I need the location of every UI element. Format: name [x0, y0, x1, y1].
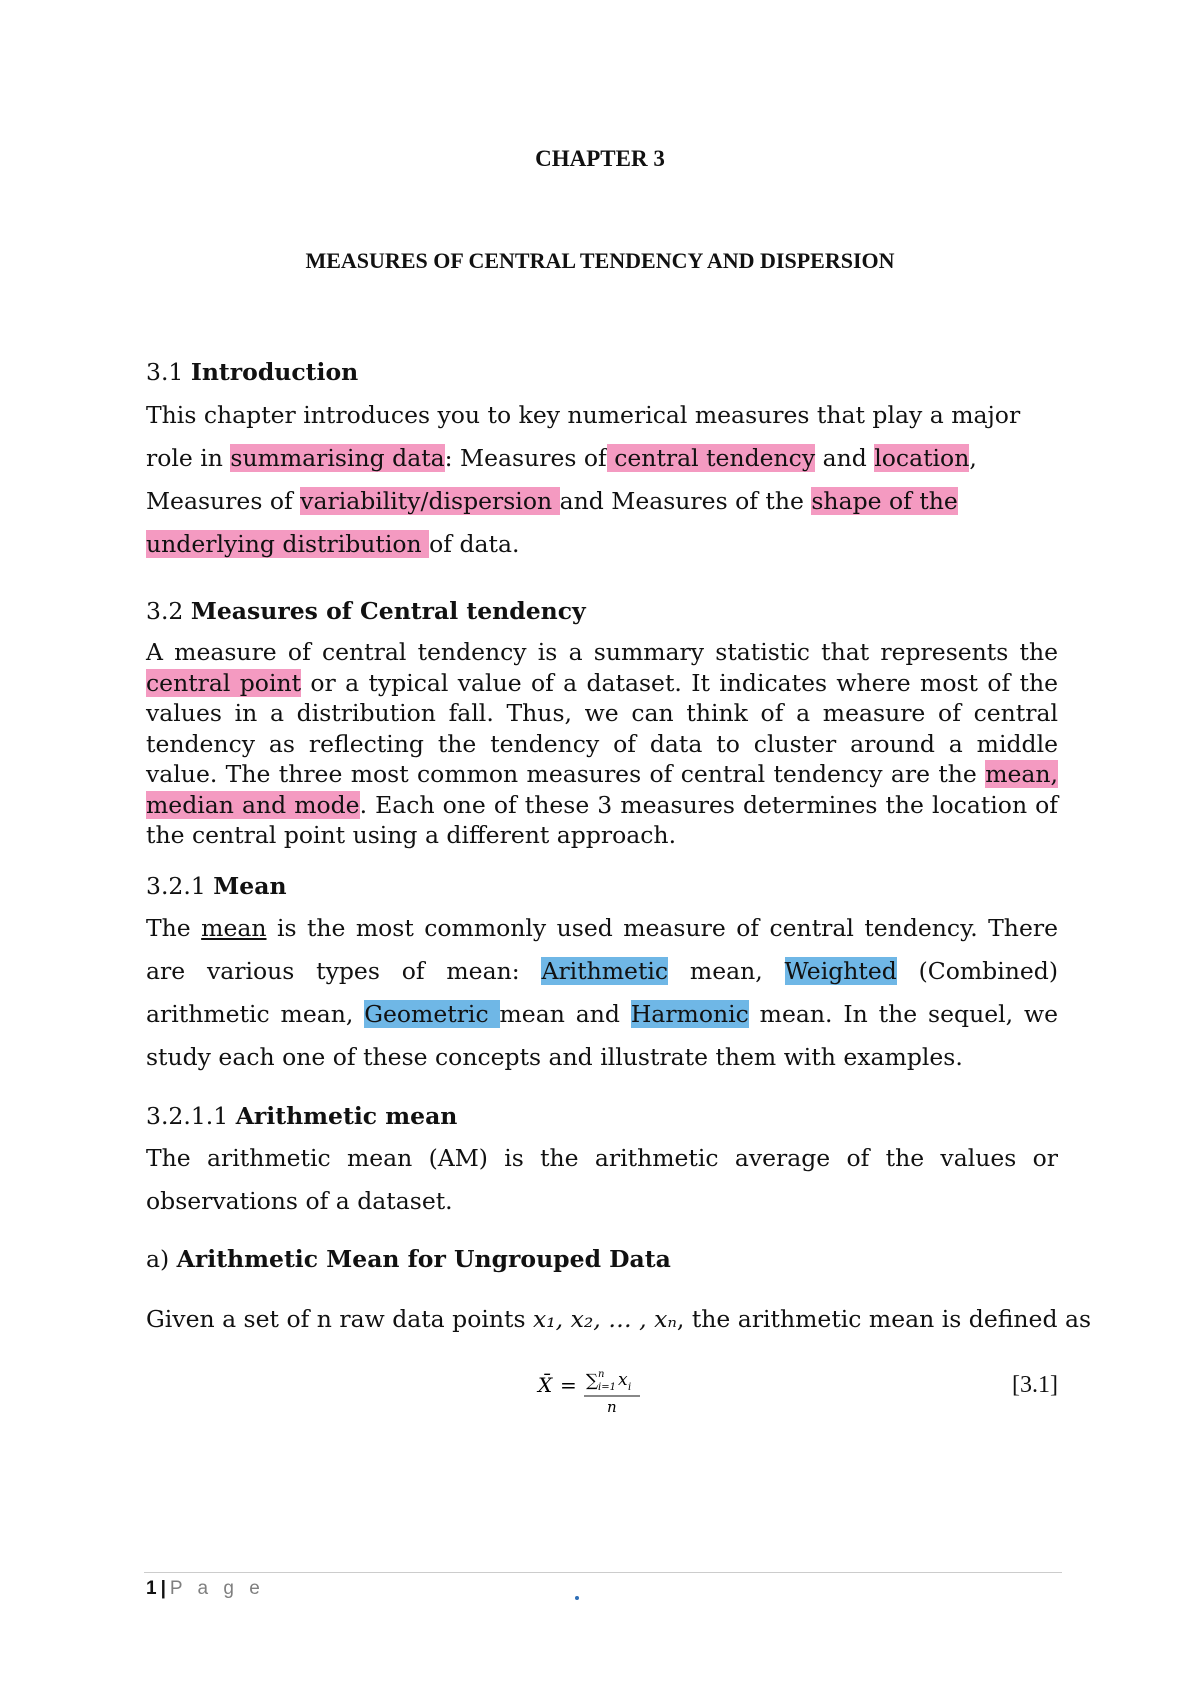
section-heading-3-1 [146, 358, 358, 386]
section-heading-3-2-1 [146, 872, 287, 900]
section-title: Arithmetic mean [235, 1102, 458, 1130]
highlight: shape of the underlying distribution [146, 487, 958, 558]
subsection-heading-a [146, 1245, 671, 1273]
highlight: central tendency [606, 444, 816, 472]
underlined-term: mean [201, 914, 267, 942]
section-title: Introduction [190, 358, 359, 386]
highlight: variability/dispersion [300, 487, 560, 515]
formula-denominator: n [607, 1398, 617, 1416]
footer-separator: | [160, 1578, 166, 1599]
section-number: a) [146, 1245, 177, 1273]
mean-paragraph: The mean is the most commonly used measure of central tendency. There are various types of mean: Arithmetic mean, Weighted (Combined) arithmetic mean, Geometric mean and Harmonic mean. In the sequel, we study each one of these concepts and illustrate them with examples. [146, 914, 1059, 1071]
section-heading-3-2 [146, 597, 586, 625]
highlight: mean, median and mode [146, 760, 1058, 819]
intro-paragraph: This chapter introduces you to key numerical measures that play a major role in summarising data: Measures of central tendency and location, Measures of variability/dispersion and Measures of the shape of the underlying distribution of data. [146, 401, 1021, 558]
page-number: 1 [146, 1578, 157, 1599]
formula-equals: = [560, 1373, 577, 1397]
highlight: Arithmetic [541, 957, 669, 985]
ungrouped-definition: Given a set of n raw data points x₁, x₂, … , xₙ, the arithmetic mean is defined as [146, 1305, 1092, 1333]
data-points-math: x₁, x₂, … , xₙ [532, 1305, 677, 1333]
section-number: 3.1 [146, 358, 191, 386]
formula-lhs: X̄ [538, 1373, 553, 1397]
formula-sup: n [598, 1369, 605, 1380]
arithmetic-mean-formula [536, 1366, 666, 1426]
highlight: summarising data [230, 444, 445, 472]
section-heading-3-2-1-1 [146, 1102, 457, 1130]
formula-sum: ∑ [586, 1371, 599, 1391]
chapter-label: CHAPTER 3 [535, 146, 665, 171]
section-number: 3.2 [146, 597, 191, 625]
section-number: 3.2.1.1 [146, 1102, 236, 1130]
formula-term-sub: i [628, 1382, 632, 1393]
highlight: central point [146, 668, 302, 697]
page-footer [146, 1578, 265, 1600]
formula-term: x [618, 1370, 628, 1390]
section-title: Measures of Central tendency [190, 597, 586, 625]
highlight: location [874, 444, 970, 472]
formula-sub: i=1 [598, 1382, 616, 1393]
section-title: Mean [213, 872, 287, 900]
page-label: P a g e [169, 1578, 265, 1599]
arithmetic-mean-paragraph: The arithmetic mean (AM) is the arithmetic average of the values or observations of a dataset. [146, 1144, 1058, 1215]
footer-divider [144, 1572, 1062, 1573]
section-title: Arithmetic Mean for Ungrouped Data [176, 1245, 671, 1273]
highlight: Weighted [784, 957, 897, 985]
equation-number: [3.1] [1012, 1372, 1058, 1398]
section-number: 3.2.1 [146, 872, 214, 900]
chapter-title: MEASURES OF CENTRAL TENDENCY AND DISPERSION [305, 248, 895, 273]
footer-dot [575, 1596, 579, 1600]
central-tendency-paragraph: A measure of central tendency is a summary statistic that represents the central point or a typical value of a dataset. It indicates where most of the values in a distribution fall. Thus, we can think of a measure of central tendency as reflecting the tendency of data to cluster around a middle value. The three most common measures of central tendency are the mean, median and mode. Each one of these 3 measures determines the location of the central point using a different approach. [146, 638, 1058, 849]
highlight: Harmonic [630, 1000, 749, 1028]
highlight: Geometric [364, 1000, 500, 1028]
